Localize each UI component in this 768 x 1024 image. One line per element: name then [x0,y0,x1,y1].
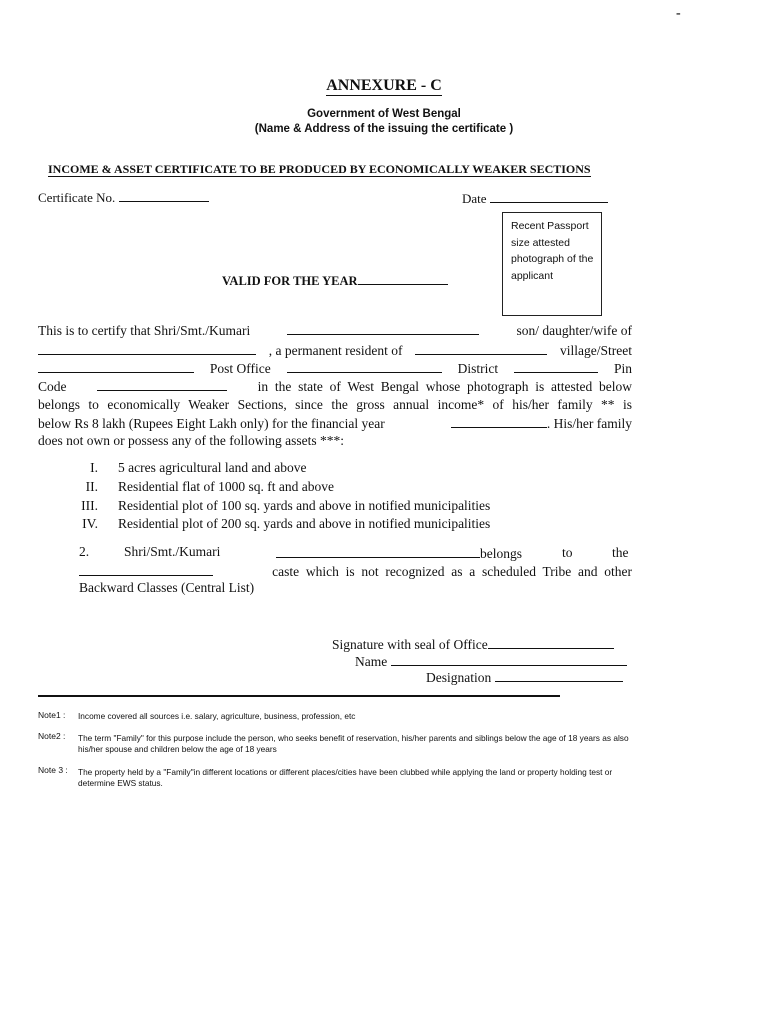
name-blank [287,322,479,335]
body-line-1: This is to certify that Shri/Smt./Kumari son/ daughter/wife of [38,323,632,338]
section-2-number: 2. [79,544,90,559]
note-text: The property held by a "Family"in different locations or different places/cities have been clubbed while applying the land or property holding test or determine EWS status. [78,767,613,788]
body-line-6: below Rs 8 lakh (Rupees Eight Lakh only) for the financial year . His/her family [38,416,632,431]
note-label: Note2 : [38,731,66,741]
certificate-no-label: Certificate No. [38,190,116,205]
valid-for-year-field [222,272,448,289]
divider-rule [38,695,560,697]
section-2-line-3: Backward Classes (Central List) [79,580,255,595]
district-blank [514,360,598,373]
date-blank [490,190,608,203]
valid-year-blank [358,272,448,285]
caste-blank [79,563,213,576]
issuer-placeholder: (Name & Address of the issuing the certificate ) [254,123,514,135]
post-office-blank [38,360,194,373]
valid-for-year-label: VALID FOR THE YEAR [222,274,358,288]
body-line-5: belongs to economically Weaker Sections, since the gross annual income* of his/her family ** is [38,397,632,412]
section-2-the: the [612,545,629,560]
note-text: The term "Family" for this purpose include the person, who seeks benefit of reservation, his/her parents and siblings below the age of 18 years as also his/her spouse and children below the age of 18 years [78,733,629,754]
section-2-name-label: Shri/Smt./Kumari [124,544,221,559]
financial-year-blank [451,415,547,428]
parent-blank [38,342,256,355]
name-label: Name [355,654,388,669]
note-label: Note 3 : [38,765,68,775]
certificate-no-field [38,189,209,206]
photo-box [502,212,602,316]
signature-blank [488,636,614,649]
body-line-4: Code in the state of West Bengal whose photograph is attested below [38,379,632,394]
section-2-to: to [562,545,573,560]
designation-blank [495,669,623,682]
body-line-2: , a permanent resident of village/Street [38,342,632,359]
photo-box-text: Recent Passport size attested photograph of the applicant [511,220,594,282]
note-label: Note1 : [38,710,66,720]
name-field [355,653,627,670]
body-line-7: does not own or possess any of the following assets ***: [38,433,344,448]
page-mark: - [676,6,681,21]
date-field [462,190,608,207]
government-name: Government of West Bengal [307,108,461,120]
village-blank [415,342,547,355]
district-pre-blank [287,360,442,373]
name-sign-blank [391,653,627,666]
designation-label: Designation [426,670,492,685]
section-2-name-blank [276,545,480,558]
designation-field [426,669,623,686]
annexure-title: ANNEXURE - C [326,77,442,94]
signature-label: Signature with seal of Office [332,637,488,652]
body-line-3: Post Office District Pin [38,360,632,377]
date-label: Date [462,191,487,206]
certificate-no-blank [119,189,209,202]
note-text: Income covered all sources i.e. salary, agriculture, business, profession, etc [78,711,356,721]
section-2-line-1: belongs [276,545,522,562]
section-2-line-2: caste which is not recognized as a scheduled Tribe and other [79,563,632,580]
pin-code-blank [97,378,227,391]
signature-field [332,636,614,653]
certificate-heading: INCOME & ASSET CERTIFICATE TO BE PRODUCED BY ECONOMICALLY WEAKER SECTIONS [48,162,591,176]
